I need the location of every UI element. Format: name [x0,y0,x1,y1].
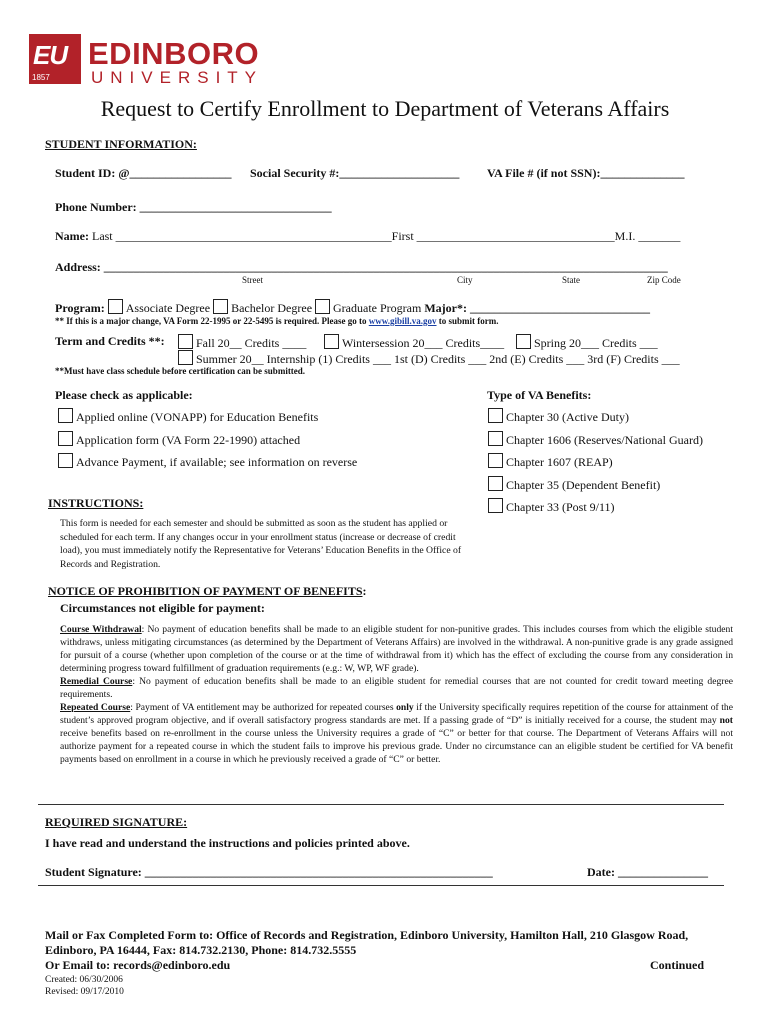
graduate-label: Graduate Program [333,301,422,315]
graduate-checkbox[interactable] [315,299,330,314]
term-credits-label: Term and Credits **: [55,334,165,348]
logo-mark-text: EU [33,40,68,70]
chapter-35-checkbox[interactable] [488,476,503,491]
signature-heading: REQUIRED SIGNATURE: [45,815,188,829]
mail-instructions-line2: Edinboro, PA 16444, Fax: 814.732.2130, Phone: 814.732.5555 [45,943,357,957]
wintersession-checkbox[interactable] [324,334,339,349]
advance-payment-checkbox[interactable] [58,453,73,468]
spring-checkbox[interactable] [516,334,531,349]
applicable-heading: Please check as applicable: [55,388,193,402]
notice-body: Course Withdrawal: No payment of education benefits shall be made to an eligible student for non-punitive grades. This includes courses from which the eligible student withdraws, unless mitigating circumstances (as determined by the Department of Veterans Affairs) are involved in the withdrawal. A non-punitive grade is any grade assigned for pursuit of a course (whether upon completion of the course or at the time of withdrawal from it) which has the effect of excluding the course from any consideration in determining progress toward fulfillment of graduation requirements (e.g.: W, WP, WF grade). Remedial Course: No payment of education benefits shall be made to an eligible student for remedial courses that are not counted for credit toward meeting degree requirements. Repeated Course: Payment of VA entitlement may be authorized for repeated courses only if the University specifically requires repetition of the course for attainment of the student’s approved program objective, and if overall satisfactory progress standards are met. If a passing grade of “D” is initially received for a course, the student may not receive benefits based on re-enrollment in the course unless the University requires a grade of “C” or better for that course. The Department of Veterans Affairs will not authorize payment for a repeated course in which the student fails to improve his previous grade. Under no circumstance can an eligible student be certified for VA benefit payments based on enrollment in a course in which he previously received a grade of “C” or better. [60,624,733,765]
chapter-1607-label: Chapter 1607 (REAP) [506,455,613,469]
vonapp-checkbox[interactable] [58,408,73,423]
fall-field[interactable]: Fall 20__ Credits ____ [196,336,307,350]
divider [38,885,724,886]
address-city-label: City [457,275,473,285]
divider [38,804,724,805]
chapter-35-label: Chapter 35 (Dependent Benefit) [506,478,661,492]
major-change-note: ** If this is a major change, VA Form 22-1995 or 22-5495 is required. Please go to www.gibill.va.gov to submit form. [55,316,499,326]
university-logo-mark [29,34,81,84]
chapter-33-checkbox[interactable] [488,498,503,513]
summer-checkbox[interactable] [178,350,193,365]
chapter-1606-label: Chapter 1606 (Reserves/National Guard) [506,433,703,447]
chapter-33-label: Chapter 33 (Post 9/11) [506,500,615,514]
mail-instructions-line1: Mail or Fax Completed Form to: Office of Records and Registration, Edinboro University, Hamilton Hall, 210 Glasgow Road, [45,928,689,942]
course-withdrawal-label: Course Withdrawal [60,624,142,635]
program-label: Program: [55,301,105,315]
continued-label: Continued [650,958,705,972]
form-1990-checkbox[interactable] [58,431,73,446]
vonapp-label: Applied online (VONAPP) for Education Benefits [76,410,319,424]
associate-checkbox[interactable] [108,299,123,314]
gibill-link[interactable]: www.gibill.va.gov [368,316,437,326]
address-field[interactable]: Address: ______________________________________________________________________________________________ [55,260,668,274]
date-field[interactable]: Date: _______________ [587,865,708,879]
class-schedule-note: **Must have class schedule before certification can be submitted. [55,366,306,376]
created-date: Created: 06/30/2006 [45,975,123,985]
advance-payment-label: Advance Payment, if available; see information on reverse [76,455,358,469]
notice-heading: NOTICE OF PROHIBITION OF PAYMENT OF BENEFITS: [48,584,367,598]
logo-year: 1857 [32,73,50,82]
fall-checkbox[interactable] [178,334,193,349]
university-name: EDINBORO [88,36,260,71]
name-label: Name: [55,229,89,243]
form-1990-label: Application form (VA Form 22-1990) attached [76,433,301,447]
major-field[interactable]: Major*: ______________________________ [424,301,650,315]
chapter-1607-checkbox[interactable] [488,453,503,468]
associate-label: Associate Degree [125,301,211,315]
remedial-course-label: Remedial Course [60,676,133,687]
instructions-text: This form is needed for each semester and should be submitted as soon as the student has applied or scheduled for each term. If any changes occur in your enrollment status (increase or decrease of credit load), you must immediately notify the Representative for Veterans’ Education Benefits in the Office of Records and Registration. [60,518,462,570]
address-zip-label: Zip Code [647,275,681,285]
ssn-field[interactable]: Social Security #:____________________ [250,166,460,180]
student-info-heading: STUDENT INFORMATION: [45,137,197,151]
repeated-course-label: Repeated Course [60,702,131,713]
student-id-field[interactable]: Student ID: @_________________ [55,166,232,180]
signature-statement: I have read and understand the instructions and policies printed above. [45,836,410,850]
wintersession-field[interactable]: Wintersession 20___ Credits____ [342,336,505,350]
phone-field[interactable]: Phone Number: ________________________________ [55,200,332,214]
notice-subheading: Circumstances not eligible for payment: [60,601,265,615]
address-state-label: State [562,275,580,285]
university-subtitle: UNIVERSITY [91,68,264,87]
email-instructions: Or Email to: records@edinboro.edu [45,958,231,972]
bachelor-checkbox[interactable] [213,299,228,314]
summer-field[interactable]: Summer 20__ Internship (1) Credits ___ 1st (D) Credits ___ 2nd (E) Credits ___ 3rd (F) Credits ___ [196,352,680,366]
chapter-30-label: Chapter 30 (Active Duty) [506,410,629,424]
va-file-field[interactable]: VA File # (if not SSN):______________ [487,166,685,180]
benefits-heading: Type of VA Benefits: [487,388,592,402]
instructions-heading: INSTRUCTIONS: [48,496,144,510]
student-signature-field[interactable]: Student Signature: __________________________________________________________ [45,865,493,879]
address-street-label: Street [242,275,263,285]
revised-date: Revised: 09/17/2010 [45,987,124,997]
name-field[interactable]: Last ______________________________________________First _________________________________M.I. _______ [91,229,681,243]
bachelor-label: Bachelor Degree [231,301,313,315]
chapter-30-checkbox[interactable] [488,408,503,423]
chapter-1606-checkbox[interactable] [488,431,503,446]
spring-field[interactable]: Spring 20___ Credits ___ [534,336,658,350]
page-title: Request to Certify Enrollment to Department of Veterans Affairs [100,96,670,121]
